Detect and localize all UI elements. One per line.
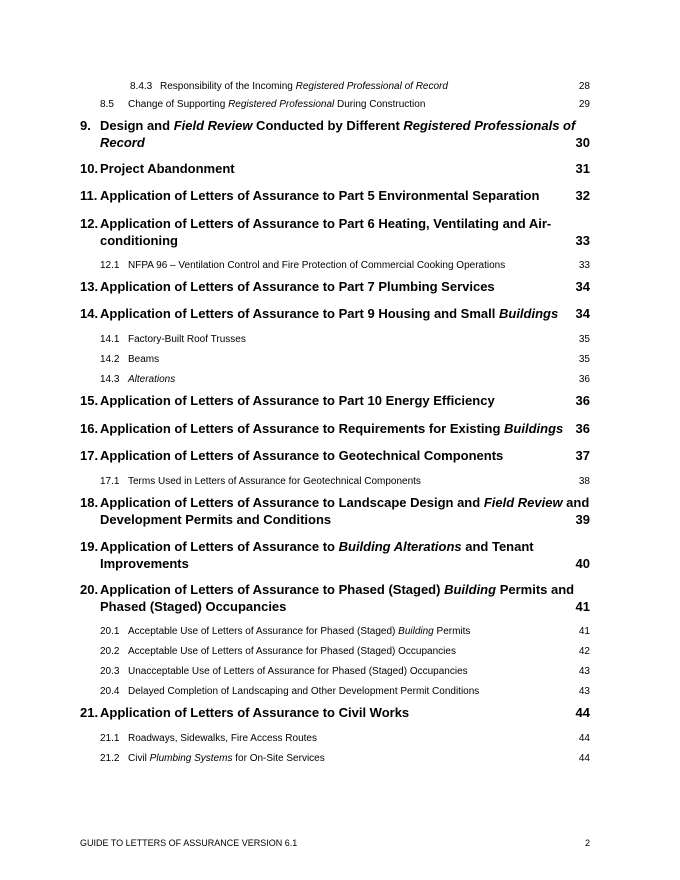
toc-page: 36	[578, 374, 590, 385]
toc-number: 20.1	[100, 626, 120, 637]
toc-title: Change of Supporting Registered Professional During Construction	[128, 99, 426, 110]
toc-number: 14.1	[100, 334, 120, 345]
toc-title: NFPA 96 – Ventilation Control and Fire Protection of Commercial Cooking Operations	[128, 260, 506, 271]
toc-title: Application of Letters of Assurance to Geotechnical Components	[100, 448, 504, 463]
toc-number: 20.3	[100, 666, 120, 677]
toc-page: 34	[575, 306, 590, 321]
toc-title: Application of Letters of Assurance to Building Alterations and Tenant	[100, 539, 534, 554]
toc-number: 15.	[80, 393, 99, 408]
footer-doc-title: GUIDE TO LETTERS OF ASSURANCE VERSION 6.1	[80, 838, 298, 848]
toc-page: 44	[578, 753, 590, 764]
toc-title: Application of Letters of Assurance to Landscape Design and Field Review and	[100, 495, 590, 510]
toc-number: 14.	[80, 306, 99, 321]
toc-title: Acceptable Use of Letters of Assurance for Phased (Staged) Occupancies	[128, 646, 456, 657]
toc-title-cont: Phased (Staged) Occupancies	[100, 599, 287, 614]
toc-title: Design and Field Review Conducted by Different Registered Professionals of	[100, 118, 576, 133]
toc-number: 10.	[80, 161, 99, 176]
toc-number: 19.	[80, 539, 99, 554]
toc-number: 21.1	[100, 733, 120, 744]
toc-title-cont: Development Permits and Conditions	[100, 512, 332, 527]
toc-number: 20.2	[100, 646, 120, 657]
footer-page-number: 2	[584, 838, 590, 848]
toc-page: 43	[578, 666, 590, 677]
toc-title: Alterations	[128, 374, 176, 385]
toc-title: Application of Letters of Assurance to Part 7 Plumbing Services	[100, 279, 495, 294]
toc-number: 17.	[80, 448, 99, 463]
toc-number: 20.4	[100, 686, 120, 697]
toc-title: Unacceptable Use of Letters of Assurance for Phased (Staged) Occupancies	[128, 666, 468, 677]
toc-page: 44	[578, 733, 590, 744]
toc-title: Application of Letters of Assurance to Part 6 Heating, Ventilating and Air-	[100, 216, 552, 231]
toc-number: 13.	[80, 279, 99, 294]
toc-title: Application of Letters of Assurance to Part 9 Housing and Small Buildings	[100, 306, 559, 321]
toc-page: 35	[578, 334, 590, 345]
toc-number: 20.	[80, 582, 99, 597]
toc-title: Acceptable Use of Letters of Assurance for Phased (Staged) Building Permits	[128, 626, 471, 637]
toc-number: 18.	[80, 495, 99, 510]
toc-page: 44	[575, 705, 590, 720]
toc-number: 17.1	[100, 476, 120, 487]
toc-page: 36	[575, 421, 590, 436]
toc-title-cont: Record	[100, 135, 145, 150]
toc-title-cont: Improvements	[100, 556, 189, 571]
toc-page: 33	[575, 233, 590, 248]
toc-number: 11.	[80, 188, 98, 203]
toc-page: 30	[575, 135, 590, 150]
toc-page: 38	[578, 476, 590, 487]
toc-title: Project Abandonment	[100, 161, 235, 176]
toc-number: 21.2	[100, 753, 120, 764]
toc-number: 14.2	[100, 354, 120, 365]
toc-number: 14.3	[100, 374, 120, 385]
toc-page: 34	[575, 279, 590, 294]
toc-title: Roadways, Sidewalks, Fire Access Routes	[128, 733, 317, 744]
toc-title: Application of Letters of Assurance to Phased (Staged) Building Permits and	[100, 582, 575, 597]
toc-number: 21.	[80, 705, 99, 720]
toc-number: 9.	[80, 118, 91, 133]
toc-number: 12.1	[100, 260, 120, 271]
toc-page: 33	[578, 260, 590, 271]
toc-title: Terms Used in Letters of Assurance for Geotechnical Components	[128, 476, 421, 487]
toc-title: Responsibility of the Incoming Registered Professional of Record	[160, 81, 448, 92]
toc-title: Application of Letters of Assurance to Requirements for Existing Buildings	[100, 421, 564, 436]
toc-title: Application of Letters of Assurance to Part 5 Environmental Separation	[100, 188, 540, 203]
toc-page: 41	[578, 626, 590, 637]
toc-page: 32	[575, 188, 590, 203]
toc-number: 12.	[80, 216, 99, 231]
toc-page: 36	[575, 393, 590, 408]
toc-title-cont: conditioning	[100, 233, 178, 248]
toc-page: 40	[575, 556, 590, 571]
toc-page: 39	[575, 512, 590, 527]
toc-title: Beams	[128, 354, 160, 365]
toc-page: 37	[575, 448, 590, 463]
toc-title: Civil Plumbing Systems for On-Site Services	[128, 753, 325, 764]
toc-page: 31	[575, 161, 590, 176]
toc-page: 41	[575, 599, 590, 614]
toc-page: 29	[578, 99, 590, 110]
toc-page: 28	[578, 81, 590, 92]
toc-page: 43	[578, 686, 590, 697]
toc-title: Delayed Completion of Landscaping and Other Development Permit Conditions	[128, 686, 480, 697]
toc-title: Factory-Built Roof Trusses	[128, 334, 246, 345]
toc-number: 8.5	[100, 99, 114, 110]
toc-title: Application of Letters of Assurance to Part 10 Energy Efficiency	[100, 393, 495, 408]
toc-page: 42	[578, 646, 590, 657]
toc-page: 35	[578, 354, 590, 365]
toc-title: Application of Letters of Assurance to Civil Works	[100, 705, 410, 720]
toc-number: 8.4.3	[130, 81, 153, 92]
toc-number: 16.	[80, 421, 99, 436]
